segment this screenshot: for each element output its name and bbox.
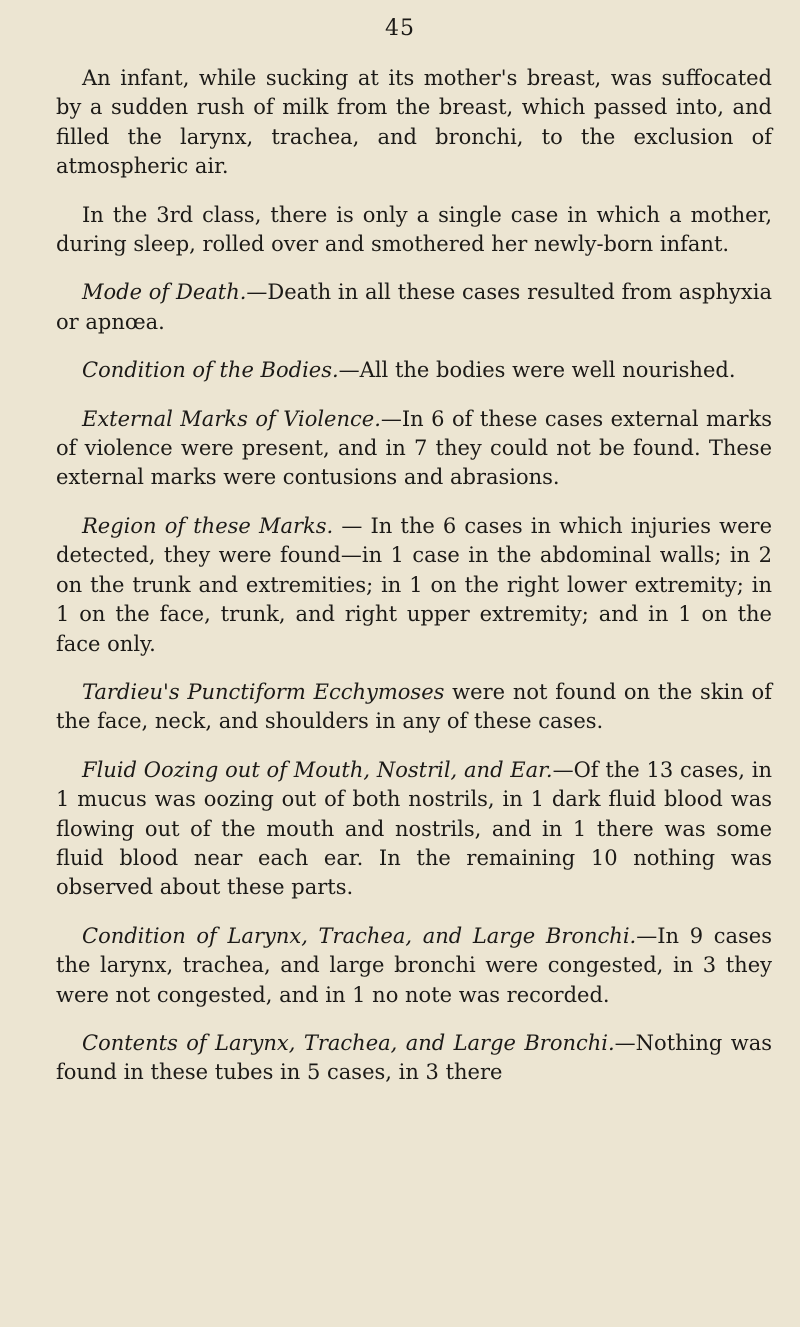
paragraph-body: —All the bodies were well nourished.: [338, 358, 736, 383]
paragraph-fluid-oozing: [56, 756, 772, 903]
paragraph-infant-suffocated: [56, 64, 772, 182]
paragraph-region-of-marks: [56, 512, 772, 659]
paragraph-condition-of-larynx: [56, 922, 772, 1010]
paragraph-heading: External Marks of Violence.: [82, 406, 381, 431]
paragraph-body: An infant, while sucking at its mother's breast, was suffocated by a sudden rush of milk from the breast, which passed into, and filled the larynx, trachea, and bronchi, to the exclusion of atmospheric air.: [56, 66, 772, 179]
paragraph-heading: Contents of Larynx, Trachea, and Large Bronchi.: [82, 1030, 615, 1055]
paragraph-body: —In 6 of these cases external marks of violence were present, and in 7 they could not be found. These external marks were contusions and abrasions.: [56, 406, 772, 490]
page-number: 45: [385, 16, 415, 41]
paragraph-heading: Tardieu's Punctiform Ecchymoses: [82, 679, 445, 704]
paragraph-body: —In 9 cases the larynx, trachea, and large bronchi were congested, in 3 they were not congested, and in 1 no note was recorded.: [56, 923, 773, 1007]
paragraph-heading: Condition of Larynx, Trachea, and Large Bronchi.: [82, 923, 637, 948]
paragraph-body: were not found on the skin of the face, neck, and shoulders in any of these cases.: [56, 679, 772, 734]
paragraph-punctiform-ecchymoses: [56, 678, 772, 737]
paragraph-condition-of-bodies: [56, 356, 772, 385]
paragraph-body: —Of the 13 cases, in 1 mucus was oozing out of both nostrils, in 1 dark fluid blood was flowing out of the mouth and nostrils, and in 1 there was some fluid blood near each ear. In the remaining 10 nothing was observed about these parts.: [56, 757, 772, 900]
paragraph-heading: Fluid Oozing out of Mouth, Nostril, and Ear.: [82, 757, 553, 782]
paragraph-body: —Death in all these cases resulted from asphyxia or apnœa.: [56, 280, 772, 334]
body-text: [56, 64, 772, 1088]
paragraph-heading: Mode of Death.: [82, 280, 247, 305]
paragraph-third-class: [56, 201, 772, 260]
paragraph-body: —Nothing was found in these tubes in 5 cases, in 3 there: [56, 1030, 772, 1085]
paragraph-heading: Condition of the Bodies.: [82, 358, 339, 383]
paragraph-body: In the 3rd class, there is only a single case in which a mother, during sleep, rolled over and smothered her newly-born infant.: [56, 202, 772, 257]
paragraph-external-marks: [56, 405, 772, 493]
paragraph-mode-of-death: [56, 278, 772, 337]
paragraph-body: — In the 6 cases in which injuries were detected, they were found—in 1 case in the abdominal walls; in 2 on the trunk and extremities; in 1 on the right lower extremity; in 1 on the face, trunk, and right upper extremity; and in 1 on the face only.: [56, 513, 773, 656]
paragraph-contents-of-larynx: [56, 1029, 772, 1088]
paragraph-heading: Region of these Marks.: [82, 513, 334, 538]
